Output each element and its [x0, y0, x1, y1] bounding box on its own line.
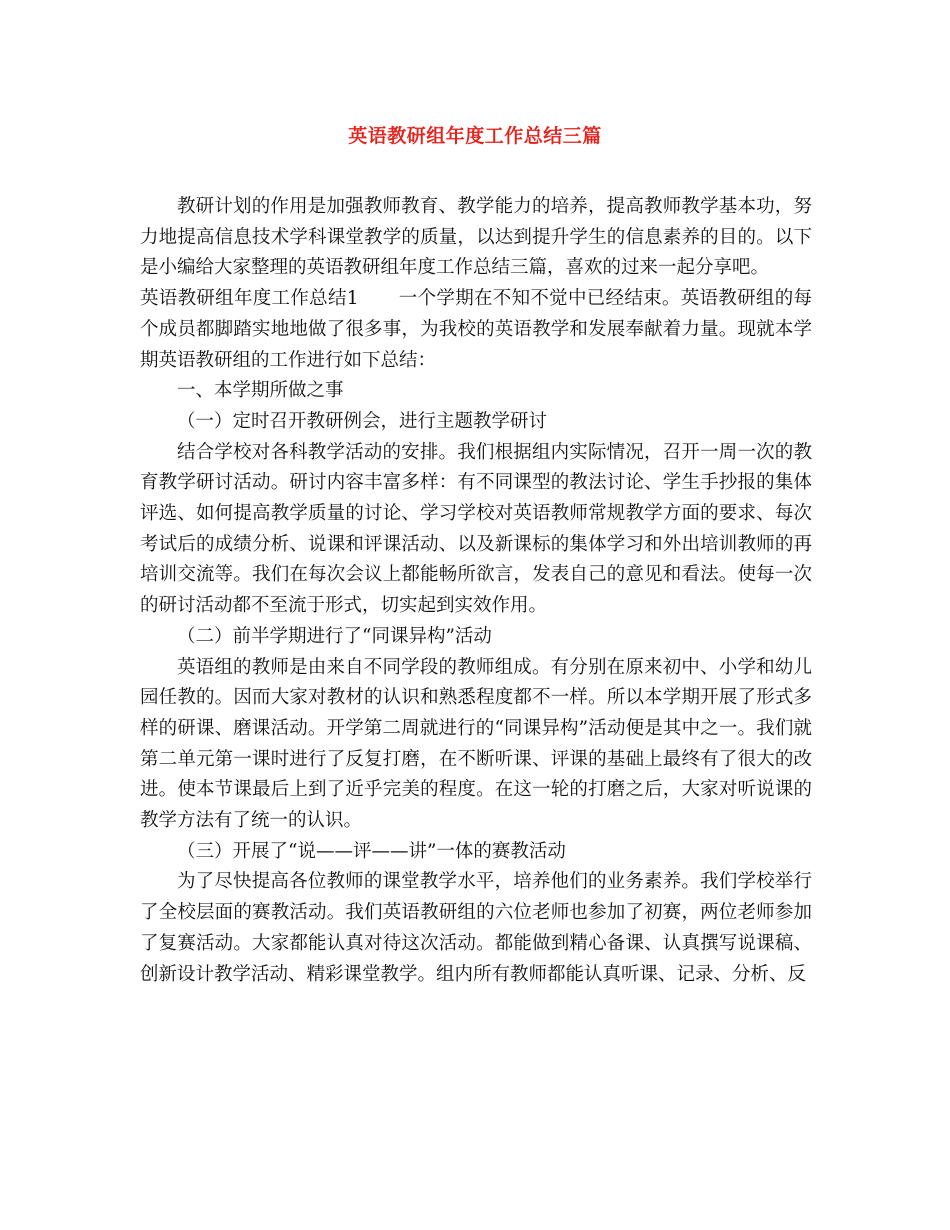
document-body — [140, 192, 812, 990]
document-title: 英语教研组年度工作总结三篇 — [348, 125, 602, 147]
paragraph-3: 为了尽快提高各位教师的课堂教学水平，培养他们的业务素养。我们学校举行了全校层面的赛教活动。我们英语教研组的六位老师也参加了初赛，两位老师参加了复赛活动。大家都能认真对待这次活动。都能做到精心备课、认真撰写说课稿、创新设计教学活动、精彩课堂教学。组内所有教师都能认真听课、记录、分析、反 — [140, 871, 812, 985]
paragraph-2: 英语组的教师是由来自不同学段的教师组成。有分别在原来初中、小学和幼儿园任教的。因而大家对教材的认识和熟悉程度都不一样。所以本学期开展了形式多样的研课、磨课活动。开学第二周就进行的“同课异构”活动便是其中之一。我们就第二单元第一课时进行了反复打磨，在不断听课、评课的基础上最终有了很大的改进。使本节课最后上到了近乎完美的程度。在这一轮的打磨之后，大家对听说课的教学方法有了统一的认识。 — [140, 656, 812, 832]
paragraph-1: 结合学校对各科教学活动的安排。我们根据组内实际情况，召开一周一次的教育教学研讨活动。研讨内容丰富多样：有不同课型的教法讨论、学生手抄报的集体评选、如何提高教学质量的讨论、学习学校对英语教师常规教学方面的要求、每次考试后的成绩分析、说课和评课活动、以及新课标的集体学习和外出培训教师的再培训交流等。我们在每次会议上都能畅所欲言，发表自己的意见和看法。使每一次的研讨活动都不至流于形式，切实起到实效作用。 — [140, 441, 812, 617]
intro-paragraph: 教研计划的作用是加强教师教育、教学能力的培养，提高教师教学基本功，努力地提高信息技术学科课堂教学的质量，以达到提升学生的信息素养的目的。以下是小编给大家整理的英语教研组年度工作总结三篇，喜欢的过来一起分享吧。 — [140, 196, 812, 279]
heading-1: 一、本学期所做之事 — [177, 380, 344, 402]
section-1-label: 英语教研组年度工作总结1 — [140, 288, 359, 310]
subheading-3: （三）开展了“说——评——讲”一体的赛教活动 — [177, 840, 566, 862]
subheading-1: （一）定时召开教研例会，进行主题教学研讨 — [177, 410, 548, 432]
section-1-paragraph — [140, 284, 812, 376]
section-1-text: 一个学期在不知不觉中已经结束。英语教研组的每个成员都脚踏实地地做了很多事，为我校的英语教学和发展奉献着力量。现就本学期英语教研组的工作进行如下总结： — [140, 288, 812, 371]
subheading-2: （二）前半学期进行了“同课异构”活动 — [177, 625, 492, 647]
